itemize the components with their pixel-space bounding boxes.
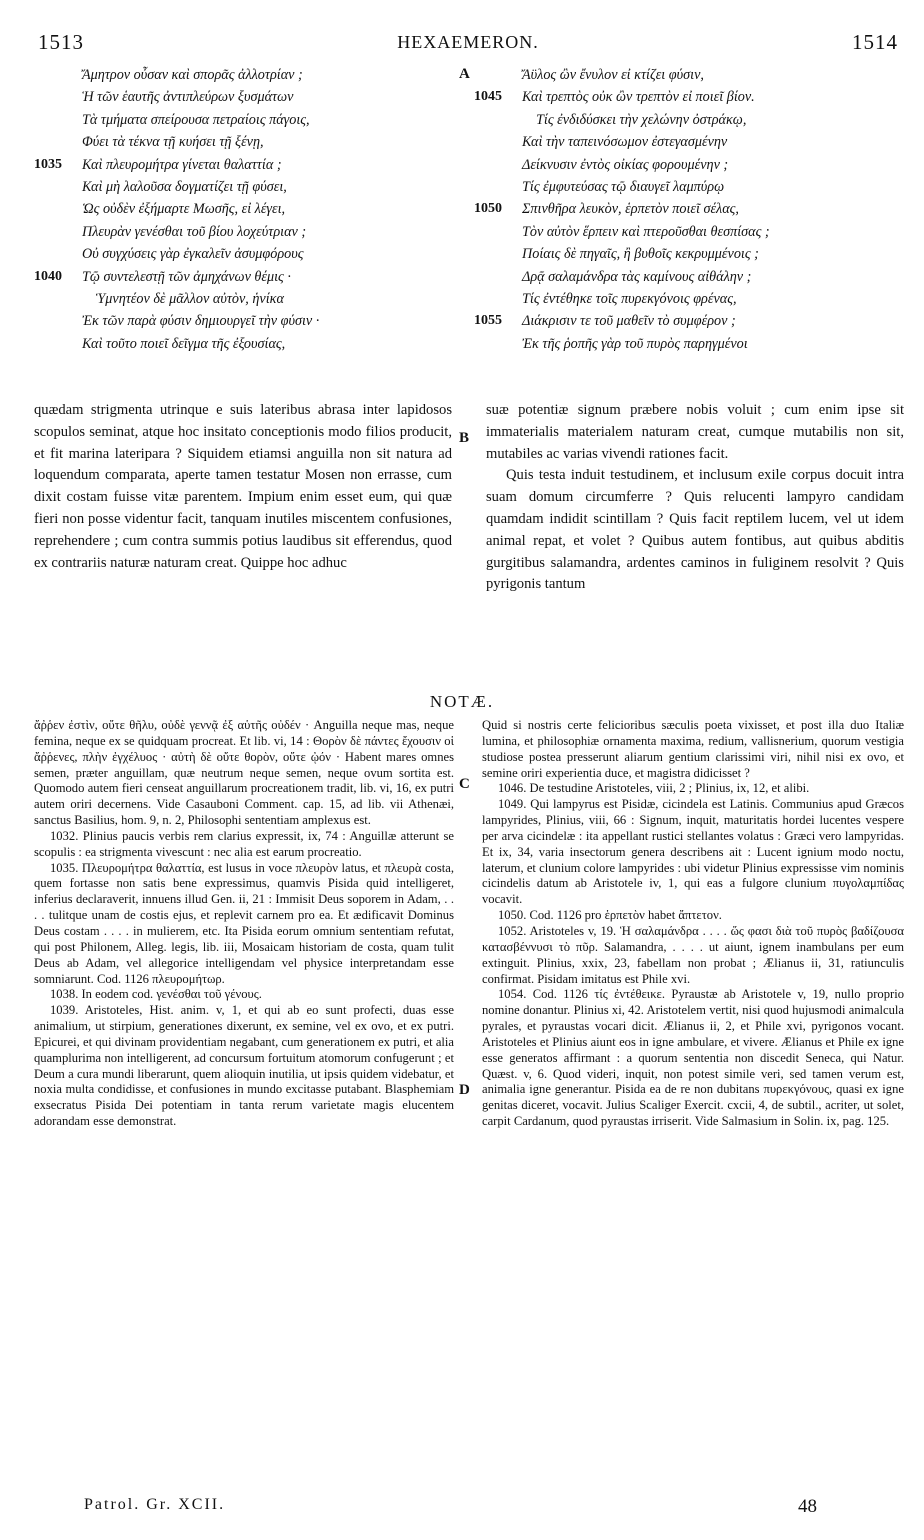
latin-translation-left-column (34, 400, 452, 574)
verse-line (474, 86, 904, 108)
verse-text: Δρᾷ σαλαμάνδρα τὰς καμίνους αἰθάλην ; (522, 268, 752, 285)
margin-marker-d: D (459, 1082, 470, 1098)
verse-text: Πλευρὰν γενέσθαι τοῦ βίου λοχεύτριαν ; (82, 223, 307, 240)
verse-text: Τῷ συντελεστῇ τῶν ἀμηχάνων θέμις · (82, 268, 291, 285)
note-paragraph: 1054. Cod. 1126 τίς ἐντέθεικε. Pyraustæ ab Aristotele v, 19, nullo proprio nomine donantur. Plinius xi, 42. Aristotelem vertit, nisi quod hujusmodi animalcula pyrales, et pyraustas vocari dicit. Ælianus ii, 2, et Phile xvi, pyrigonos vocant. Aristoteles et Plinius aiunt eos in igne ambulare, et vivere. Ælianus et Phile ex igne esse generatos affirmant : a quorum sententia non discedit Seneca, qui Natur. Quæst. v, 6. Quod videri, inquit, non potest simile veri, sed tamen verum est, animalia igne generantur. Pisida ea de re non dubitans πυρεκγόνους, quasi ex igne genitas diceret, vocavit. Julius Scaliger Exercit. cxcii, 4, de subtil., acriter, ut solet, carpit Cardanum, quod pyraustas irriserit. Vide Salmasium in Solin. ix, pag. 125. (482, 987, 904, 1129)
verse-text: Φύει τὰ τέκνα τῇ κυήσει τῇ ξένῃ, (82, 134, 264, 151)
verse-line (474, 109, 904, 131)
verse-text: Ἡ τῶν ἑαυτῆς ἀντιπλεύρων ξυσμάτων (82, 89, 294, 106)
verse-line (34, 221, 454, 243)
verse-text: Ποίαις δὲ πηγαῖς, ἢ βυθοῖς κεκρυμμένοις ; (522, 246, 759, 263)
verse-line (34, 86, 454, 108)
verse-text: Τὰ τμήματα σπείρουσα πετραίοις πάγοις, (82, 111, 310, 128)
verse-text: Σπινθῆρα λευκὸν, ἑρπετὸν ποιεῖ σέλας, (522, 201, 739, 218)
verse-text: Ὡς οὐδὲν ἐξήμαρτε Μωσῆς, εἰ λέγει, (82, 201, 286, 218)
latin-paragraph: suæ potentiæ signum præbere nobis voluit ; cum enim ipse sit immaterialis materialem naturam creat, cumque mutabilis non sit, mutabiles ac varias vivendi rationes facit. (486, 402, 904, 462)
verse-line (34, 288, 454, 310)
verse-number: 1055 (474, 313, 502, 329)
verse-line (474, 131, 904, 153)
verse-number: 1045 (474, 89, 502, 105)
notes-right-column (482, 718, 904, 1130)
note-paragraph: 1046. De testudine Aristoteles, viii, 2 ; Plinius, ix, 12, et alibi. (498, 781, 810, 796)
note-paragraph: 1032. Plinius paucis verbis rem clarius expressit, ix, 74 : Anguillæ atterunt se scopulis : ea strigmenta vivescunt : nec alia est earum procreatio. (34, 828, 454, 859)
note-paragraph: 1049. Qui lampyrus est Pisidæ, cicindela est Latinis. Communius apud Græcos lampyrides, Plinius, viii, 66 : Signum, inquit, maturitatis hordei lucentes vespere per arva cicindelæ : ita appellant rustici stellantes volatus : Græci vero lampyridas. Et ix, 34, varia insectorum genera describens ait : Lucent ignium modo noctu, laterum, et clunium colore lampyrides : ubi videtur Plinius expressisse vim nominis cicindelis datum ab Aristotele iv, 1, qui eas a fulgore clunium πυγολαμπίδας vocavit. (482, 797, 904, 907)
verse-text: Καὶ πλευρομήτρα γίνεται θαλαττία ; (82, 156, 282, 173)
notes-heading: NOTÆ. (429, 692, 495, 711)
margin-marker-a: A (459, 66, 470, 82)
verse-line (34, 64, 454, 86)
note-paragraph: 1038. In eodem cod. γενέσθαι τοῦ γένους. (50, 987, 262, 1002)
verse-text: Τίς ἐμφυτεύσας τῷ διαυγεῖ λαμπύρῳ (522, 178, 725, 195)
verse-line (474, 221, 904, 243)
verse-text: Καὶ τὴν ταπεινόσωμον ἐστεγασμένην (522, 134, 728, 151)
verse-line (34, 243, 454, 265)
latin-paragraph: Quis testa induit testudinem, et inclusum exile corpus docuit intra suam domum circumferre ? Quis relucenti lampyro candidam quamdam indidit scintillam ? Quis facit reptilem lucem, vel ut idem animal repat, et volet ? Quibus autem fontibus, aut quibus abditis gurgitibus salamandra, ardentes caminos in fuliginem resolvit ? Quis pyrigonis tantum (486, 467, 904, 593)
verse-line (34, 198, 454, 220)
footer-signature-number: 48 (798, 1496, 817, 1517)
verse-line (34, 310, 454, 332)
note-paragraph: ἄῤῥεν ἐστὶν, οὔτε θῆλυ, οὐδὲ γεννᾷ ἐξ αὑτῆς οὐδέν · Anguilla neque mas, neque femina, neque ex se quidquam procreat. Et lib. vi, 14 : Θορὸν δὲ πάντες ἔχουσιν οἱ ἄῤῥενες, πλὴν ἐγχέλυος · αὐτὴ δὲ οὔτε θορὸν, οὔτε ᾠόν · Habent mares omnes semen, præter anguillam, quæ neutrum neque semen, neque ovum sortita est. Quomodo autem fieri censeat anguillarum procreationem tradit, lib. vi, 16, ex putri autem oriri decernens. Vide Casauboni Comment. cap. 15, ad lib. vii Athenæi, sanctus Basilius, hom. 9, n. 2, Philosophi sententiam amplexus est. (34, 718, 454, 828)
verse-text: Ἄϋλος ὢν ἔνυλον εἰ κτίζει φύσιν, (522, 67, 704, 83)
verse-text: Τίς ἐντέθηκε τοῖς πυρεκγόνοις φρένας, (522, 290, 737, 307)
verse-text: Καὶ τοῦτο ποιεῖ δεῖγμα τῆς ἐξουσίας, (82, 335, 286, 352)
margin-marker-c: C (459, 776, 470, 792)
verse-line (34, 109, 454, 131)
verse-text: Ἐκ τῆς ῥοπῆς γὰρ τοῦ πυρὸς παρηγμένοι (522, 335, 748, 352)
verse-text: Δείκνυσιν ἐντὸς οἰκίας φορουμένην ; (522, 156, 729, 173)
notes-left-column (34, 718, 454, 1130)
verse-line (474, 333, 904, 355)
verse-line (474, 64, 904, 86)
greek-verse-left-column (34, 64, 454, 355)
verse-line (34, 333, 454, 355)
verse-number: 1050 (474, 201, 502, 217)
verse-line (474, 198, 904, 220)
greek-verse-right-column (474, 64, 904, 355)
right-column-number: 1514 (852, 30, 898, 54)
running-title: HEXAEMERON. (397, 32, 539, 52)
verse-line (34, 154, 454, 176)
verse-text: Τὸν αὐτὸν ἕρπειν καὶ πτεροῦσθαι θεσπίσας ; (522, 223, 770, 240)
verse-line (474, 266, 904, 288)
footer-series-label: Patrol. Gr. XCII. (84, 1496, 226, 1513)
verse-line (34, 176, 454, 198)
note-paragraph: Quid si nostris certe felicioribus sæculis poeta vixisset, et post illa duo Italiæ lumina, et philosophiæ ornamenta maxima, redium, vallisnerium, quorum vestigia studiose postea presserunt aliarum gentium clarissimi viri, nihil nisi ex ovo, et semine oriri experientia duce, et magistra didicisset ? (482, 718, 904, 780)
verse-text: Οὐ συγχύσεις γὰρ ἐγκαλεῖν ἀσυμφόρους (82, 246, 304, 263)
verse-text: Τίς ἐνδιδύσκει τὴν χελώνην ὀστράκῳ, (536, 111, 747, 128)
verse-line (34, 131, 454, 153)
verse-line (474, 243, 904, 265)
verse-line (474, 176, 904, 198)
left-column-number: 1513 (38, 30, 84, 54)
note-paragraph: 1035. Πλευρομήτρα θαλαττία, est lusus in voce πλευρὸν latus, et πλευρὰ costa, quem fortasse non satis bene expressimus, quamvis Pisida quid intelligeret, inferius declaraverit, innuens illud Gen. ii, 21 : Immisit Deus soporem in Adam, . . . . tulitque unam de costis ejus, et replevit carnem pro ea. Et ædificavit Dominus Deus costam . . . . in mulierem, etc. Ita Pisida eorum omnium sententiam refutat, qui post Philonem, Alleg. legis, lib. iii, Mosaicam historiam de costa, quam tulit Deus ab Adam, vel allegorice intelligendam vel physice interpretandam esse somniarunt. Cod. 1126 πλευρομήτωρ. (34, 860, 454, 986)
note-paragraph: 1050. Cod. 1126 pro ἑρπετὸν habet ἄπτετον. (498, 908, 722, 923)
verse-number: 1035 (34, 156, 62, 172)
margin-marker-b: B (459, 430, 470, 446)
verse-text: Διάκρισιν τε τοῦ μαθεῖν τὸ συμφέρον ; (522, 313, 736, 330)
verse-number: 1040 (34, 268, 62, 284)
verse-line (474, 288, 904, 310)
verse-text: Ὑμνητέον δὲ μᾶλλον αὐτὸν, ἡνίκα (96, 290, 284, 307)
latin-translation-right-column (486, 400, 904, 596)
verse-text: Ἐκ τῶν παρὰ φύσιν δημιουργεῖ τὴν φύσιν · (82, 313, 320, 330)
verse-line (34, 266, 454, 288)
latin-paragraph: quædam strigmenta utrinque e suis lateribus abrasa inter lapidosos scopulos seminat, atque hoc insitato conceptionis modo filios producit, et fit marina lateripara ? Siquidem etiamsi anguilla non sit natura ad loquendum comparata, aperte tamen testatur Mosen non errasse, cum dixit costam fuisse vitæ parentem. Impium enim esset eum, qui quæ fieri non posse videntur facit, tanquam inutiles miscentem confusiones, reprehendere ; cum contra summis potius laudibus sit efferendus, quod ex contrariis naturæ naturam creat. Quippe hoc adhuc (34, 402, 452, 571)
note-paragraph: 1039. Aristoteles, Hist. anim. v, 1, et qui ab eo sunt profecti, duas esse animalium, ut stirpium, generationes dixerunt, ex semine, vel ex ovo, et ex putri. Epicurei, et qui divinam providentiam negabant, cum generationem ex putri, et alia quamplurima non intelligerent, ad concursum fortuitum atomorum confugerunt ; et Deum a cura mundi liberarunt, quem alioquin inutilia, ut ipsis quidem videbatur, et noxia multa condidisse, et confusiones in mundo excitasse putabant. Blasphemiam exsecratus Pisida Dei potentiam in tanta rerum varietate magis elucentem adorandam esse demonstrat. (34, 1003, 454, 1129)
verse-line (474, 310, 904, 332)
verse-line (474, 154, 904, 176)
verse-text: Καὶ τρεπτὸς οὐκ ὢν τρεπτὸν εἰ ποιεῖ βίον. (522, 89, 755, 106)
verse-text: Καὶ μὴ λαλοῦσα δογματίζει τῇ φύσει, (82, 178, 287, 195)
note-paragraph: 1052. Aristoteles v, 19. Ἡ σαλαμάνδρα . . . . ὥς φασι διὰ τοῦ πυρὸς βαδίζουσα κατασβέννυσι τὸ πῦρ. Salamandra, . . . . ut aiunt, ignem inambulans per eum extinguit. Plinius, xxix, 23, fabellam non probat ; Ælianus ii, 31, ratiunculis confirmat. Pisidam imitatus est Phile xvi. (482, 923, 904, 986)
verse-text: Ἄμητρον οὖσαν καὶ σπορᾶς ἀλλοτρίαν ; (82, 67, 303, 83)
page-header (38, 30, 898, 60)
